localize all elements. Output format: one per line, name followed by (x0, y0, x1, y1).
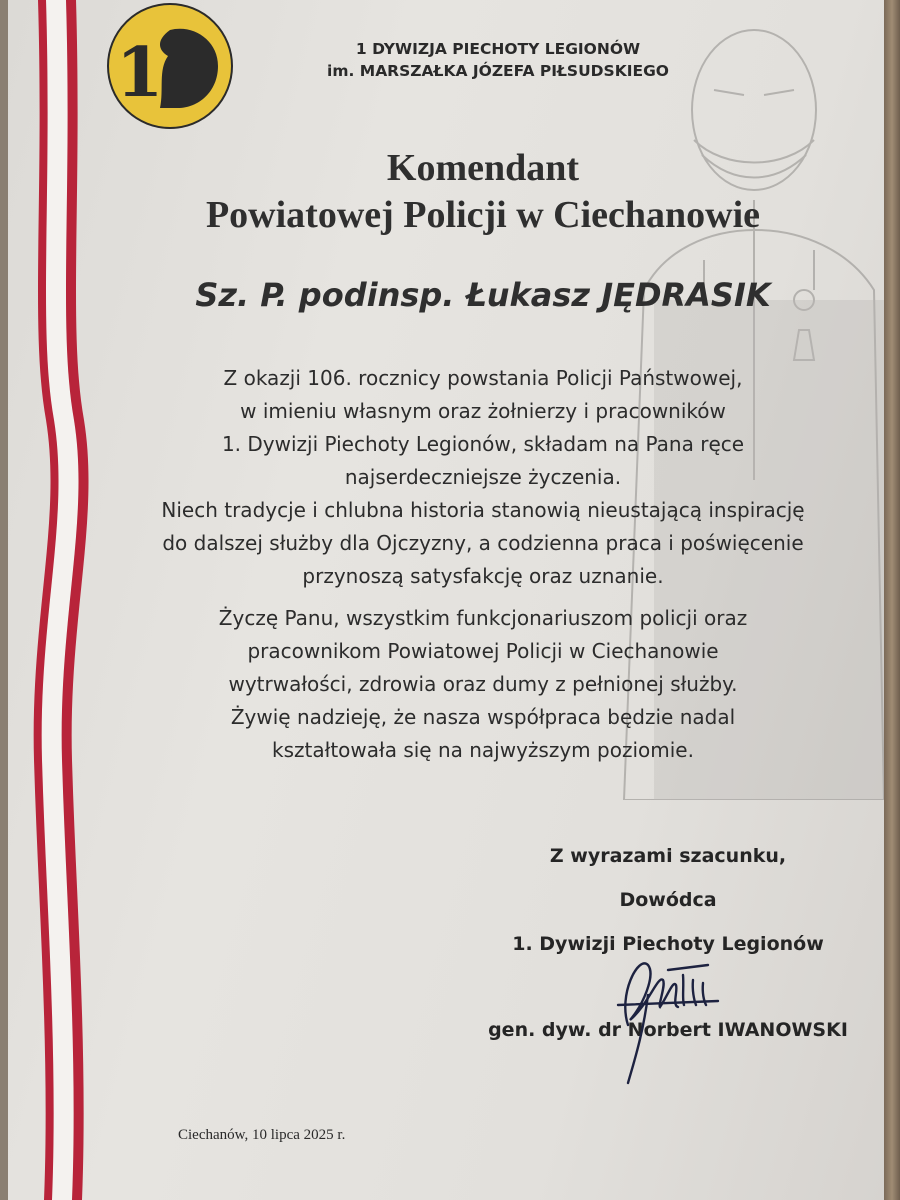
signatory-name: gen. dyw. dr Norbert IWANOWSKI (488, 1019, 848, 1041)
polish-flag-ribbon (8, 0, 98, 1200)
emblem-numeral: 1 (116, 33, 164, 113)
division-emblem (98, 0, 238, 130)
header-line-1: 1 DYWIZJA PIECHOTY LEGIONÓW (355, 40, 641, 58)
addressee-title-1: Komendant (386, 147, 580, 189)
paragraph-line: do dalszej służby dla Ojczyzny, a codzienna praca i poświęcenie (162, 531, 804, 555)
paragraph-line: pracownikom Powiatowej Policji w Ciechanowie (247, 639, 719, 663)
paragraph-line: Z okazji 106. rocznicy powstania Policji Państwowej, (223, 366, 743, 390)
signatory-role: Dowódca (619, 889, 717, 911)
body-paragraph-1 (118, 362, 848, 593)
desk-surface (884, 0, 900, 1200)
body-paragraph-2 (118, 602, 848, 767)
paragraph-line: przynoszą satysfakcję oraz uznanie. (302, 564, 664, 588)
institution-header (308, 38, 688, 82)
paragraph-line: najserdeczniejsze życzenia. (344, 465, 622, 489)
paragraph-line: kształtowała się na najwyższym poziomie. (272, 738, 694, 762)
paragraph-line: wytrwałości, zdrowia oraz dumy z pełnionej służby. (228, 672, 738, 696)
paragraph-line: 1. Dywizji Piechoty Legionów, składam na Pana ręce (221, 432, 745, 456)
recipient-name: Sz. P. podinsp. Łukasz JĘDRASIK (195, 276, 771, 314)
signatory-unit: 1. Dywizji Piechoty Legionów (512, 933, 824, 955)
addressee-title-2: Powiatowej Policji w Ciechanowie (205, 194, 761, 236)
letter-sheet (8, 0, 884, 1200)
header-line-2: im. MARSZAŁKA JÓZEFA PIŁSUDSKIEGO (327, 62, 669, 80)
paragraph-line: Żywię nadzieję, że nasza współpraca będzie nadal (230, 705, 736, 729)
handwritten-signature (588, 935, 728, 1085)
closing-salutation: Z wyrazami szacunku, (549, 845, 787, 867)
place-and-date: Ciechanów, 10 lipca 2025 r. (178, 1127, 346, 1143)
paragraph-line: Niech tradycje i chlubna historia stanowią nieustającą inspirację (161, 498, 805, 522)
paragraph-line: Życzę Panu, wszystkim funkcjonariuszom policji oraz (218, 606, 748, 630)
paragraph-line: w imieniu własnym oraz żołnierzy i pracowników (240, 399, 726, 423)
